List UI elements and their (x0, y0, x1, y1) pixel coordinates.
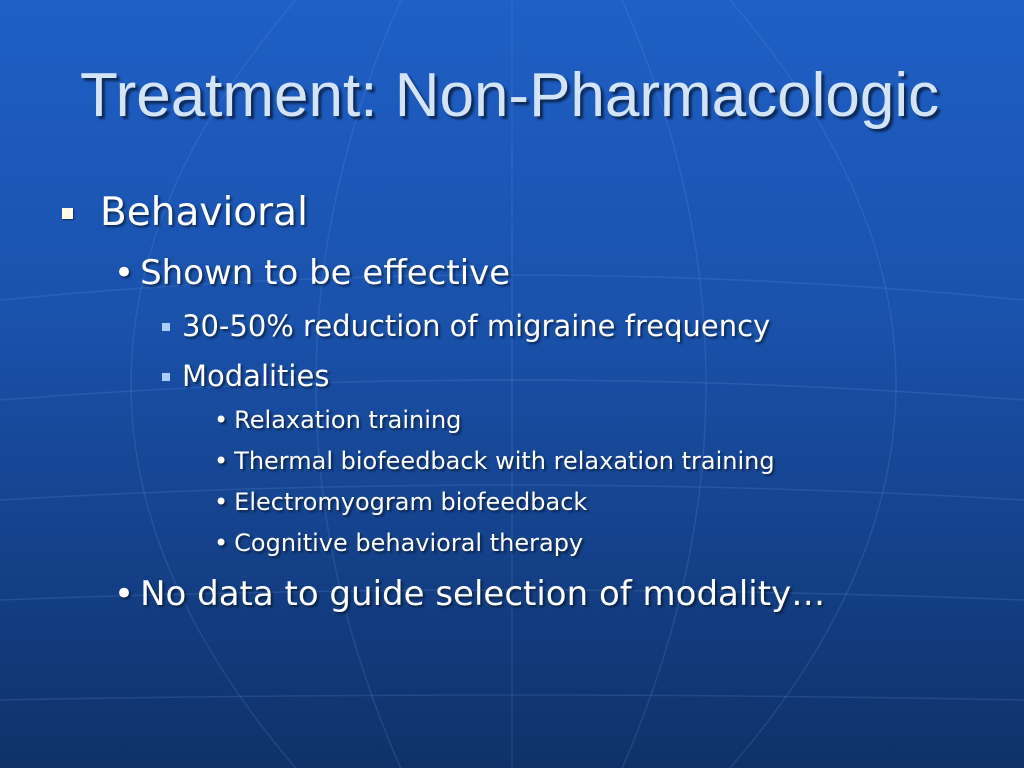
square-bullet-icon (162, 323, 170, 331)
bullet-text: 30-50% reduction of migraine frequency (182, 309, 771, 343)
slide-title: Treatment: Non-Pharmacologic (80, 61, 940, 130)
bullet-no-data (114, 571, 825, 617)
dot-bullet-icon: • (114, 574, 135, 614)
bullet-reduction (162, 306, 770, 346)
bullet-behavioral (62, 186, 308, 240)
bullet-text: Behavioral (100, 190, 308, 235)
bullet-text: Modalities (182, 359, 330, 393)
bullet-text: Thermal biofeedback with relaxation training (234, 447, 775, 475)
bullet-cognitive (214, 526, 583, 560)
square-bullet-icon (162, 373, 170, 381)
bullet-text: Shown to be effective (140, 253, 511, 293)
bullet-electromyogram (214, 485, 587, 519)
bullet-modalities (162, 356, 329, 396)
dot-bullet-icon: • (214, 447, 229, 475)
square-bullet-icon (62, 208, 73, 219)
dot-bullet-icon: • (214, 488, 229, 516)
dot-bullet-icon: • (114, 253, 135, 293)
bullet-text: Electromyogram biofeedback (234, 488, 588, 516)
bullet-shown-effective (114, 250, 510, 296)
bullet-relaxation (214, 403, 461, 437)
bullet-text: Cognitive behavioral therapy (234, 529, 584, 557)
dot-bullet-icon: • (214, 406, 229, 434)
bullet-text: Relaxation training (234, 406, 462, 434)
bullet-text: No data to guide selection of modality… (140, 574, 826, 614)
dot-bullet-icon: • (214, 529, 229, 557)
bullet-thermal (214, 444, 775, 478)
